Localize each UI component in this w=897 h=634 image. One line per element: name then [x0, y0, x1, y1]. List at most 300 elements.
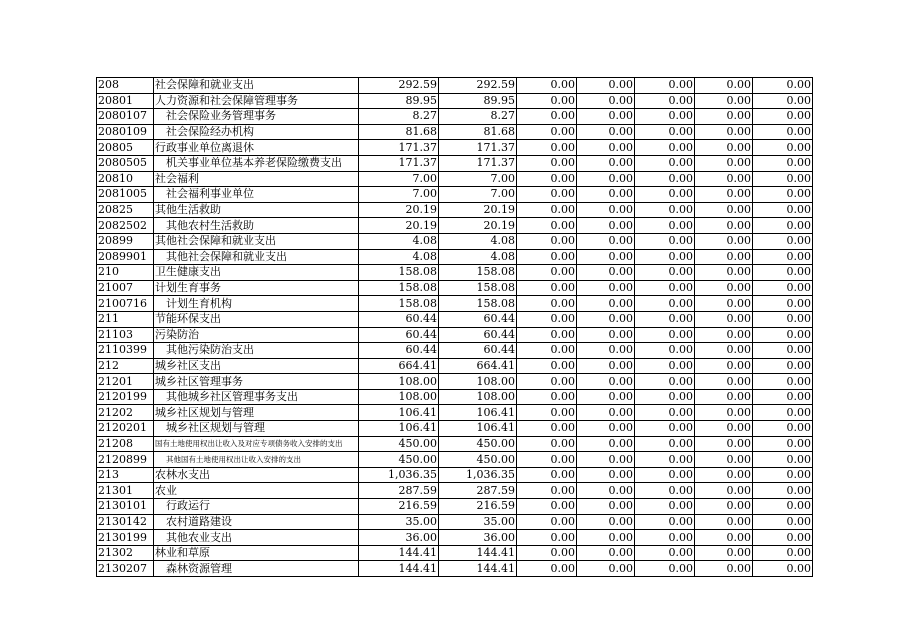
cell-name[interactable] — [154, 499, 359, 515]
cell-value-3[interactable]: 0.00 — [517, 93, 577, 109]
cell-value-1[interactable]: 144.41 — [359, 561, 439, 577]
cell-value-6[interactable]: 0.00 — [695, 93, 753, 109]
cell-value-1[interactable]: 216.59 — [359, 499, 439, 515]
cell-value-2[interactable]: 292.59 — [439, 78, 517, 94]
cell-name[interactable] — [154, 483, 359, 499]
cell-name-text: 污染防治 — [155, 327, 199, 341]
cell-value-7[interactable]: 0.00 — [753, 405, 813, 421]
cell-value-6[interactable]: 0.00 — [695, 343, 753, 359]
cell-name[interactable] — [154, 530, 359, 546]
cell-value-7[interactable]: 0.00 — [753, 187, 813, 203]
cell-value-6[interactable]: 0.00 — [695, 483, 753, 499]
cell-value-2[interactable]: 60.44 — [439, 311, 517, 327]
cell-value-3[interactable]: 0.00 — [517, 171, 577, 187]
cell-value-5[interactable]: 0.00 — [635, 374, 695, 390]
cell-code[interactable]: 212 — [97, 358, 154, 374]
cell-code[interactable]: 21208 — [97, 436, 154, 452]
cell-value-1[interactable]: 60.44 — [359, 343, 439, 359]
cell-code[interactable]: 21103 — [97, 327, 154, 343]
cell-name[interactable] — [154, 327, 359, 343]
cell-value-3[interactable]: 0.00 — [517, 499, 577, 515]
cell-value-3[interactable]: 0.00 — [517, 561, 577, 577]
cell-value-6[interactable]: 0.00 — [695, 358, 753, 374]
cell-value-6[interactable]: 0.00 — [695, 249, 753, 265]
cell-value-6[interactable]: 0.00 — [695, 78, 753, 94]
cell-value-5[interactable]: 0.00 — [635, 452, 695, 468]
cell-value-7[interactable]: 0.00 — [753, 421, 813, 437]
cell-value-2[interactable]: 158.08 — [439, 265, 517, 281]
cell-value-1[interactable]: 108.00 — [359, 374, 439, 390]
cell-value-3[interactable]: 0.00 — [517, 483, 577, 499]
cell-value-7[interactable]: 0.00 — [753, 499, 813, 515]
cell-value-5[interactable]: 0.00 — [635, 109, 695, 125]
cell-value-1[interactable]: 60.44 — [359, 327, 439, 343]
cell-value-5[interactable]: 0.00 — [635, 249, 695, 265]
cell-value-4[interactable]: 0.00 — [577, 374, 635, 390]
cell-value-6[interactable]: 0.00 — [695, 499, 753, 515]
cell-value-6[interactable]: 0.00 — [695, 171, 753, 187]
cell-name[interactable] — [154, 421, 359, 437]
cell-value-2[interactable]: 81.68 — [439, 124, 517, 140]
cell-name[interactable] — [154, 171, 359, 187]
cell-value-6[interactable]: 0.00 — [695, 265, 753, 281]
cell-value-7[interactable]: 0.00 — [753, 280, 813, 296]
cell-value-1[interactable]: 89.95 — [359, 93, 439, 109]
cell-value-3[interactable]: 0.00 — [517, 109, 577, 125]
cell-value-5[interactable]: 0.00 — [635, 343, 695, 359]
cell-name[interactable] — [154, 467, 359, 483]
cell-value-7[interactable]: 0.00 — [753, 343, 813, 359]
cell-value-2[interactable]: 144.41 — [439, 545, 517, 561]
cell-value-3[interactable]: 0.00 — [517, 280, 577, 296]
cell-value-5[interactable]: 0.00 — [635, 561, 695, 577]
cell-code[interactable]: 20899 — [97, 233, 154, 249]
cell-value-3[interactable]: 0.00 — [517, 327, 577, 343]
cell-value-5[interactable]: 0.00 — [635, 499, 695, 515]
cell-name[interactable] — [154, 545, 359, 561]
cell-name[interactable] — [154, 452, 359, 468]
cell-value-1[interactable]: 106.41 — [359, 405, 439, 421]
cell-value-3[interactable]: 0.00 — [517, 467, 577, 483]
cell-value-2[interactable]: 106.41 — [439, 405, 517, 421]
cell-name[interactable] — [154, 249, 359, 265]
cell-name[interactable] — [154, 296, 359, 312]
cell-value-2[interactable]: 287.59 — [439, 483, 517, 499]
cell-value-4[interactable]: 0.00 — [577, 187, 635, 203]
cell-value-5[interactable]: 0.00 — [635, 140, 695, 156]
cell-code[interactable]: 213 — [97, 467, 154, 483]
cell-value-4[interactable]: 0.00 — [577, 265, 635, 281]
cell-value-6[interactable]: 0.00 — [695, 389, 753, 405]
cell-value-6[interactable]: 0.00 — [695, 405, 753, 421]
cell-value-4[interactable]: 0.00 — [577, 545, 635, 561]
cell-value-4[interactable]: 0.00 — [577, 421, 635, 437]
cell-value-4[interactable]: 0.00 — [577, 530, 635, 546]
cell-name[interactable] — [154, 140, 359, 156]
cell-name[interactable] — [154, 358, 359, 374]
cell-value-2[interactable]: 450.00 — [439, 452, 517, 468]
cell-value-6[interactable]: 0.00 — [695, 374, 753, 390]
cell-value-4[interactable]: 0.00 — [577, 249, 635, 265]
cell-value-4[interactable]: 0.00 — [577, 296, 635, 312]
cell-value-2[interactable]: 450.00 — [439, 436, 517, 452]
cell-code[interactable]: 2130101 — [97, 499, 154, 515]
cell-value-4[interactable]: 0.00 — [577, 343, 635, 359]
cell-value-7[interactable]: 0.00 — [753, 233, 813, 249]
cell-name[interactable] — [154, 374, 359, 390]
cell-value-6[interactable]: 0.00 — [695, 436, 753, 452]
cell-name[interactable] — [154, 218, 359, 234]
cell-value-6[interactable]: 0.00 — [695, 545, 753, 561]
cell-value-7[interactable]: 0.00 — [753, 218, 813, 234]
cell-value-4[interactable]: 0.00 — [577, 78, 635, 94]
cell-value-3[interactable]: 0.00 — [517, 374, 577, 390]
cell-value-6[interactable]: 0.00 — [695, 109, 753, 125]
cell-value-5[interactable]: 0.00 — [635, 124, 695, 140]
cell-value-1[interactable]: 7.00 — [359, 187, 439, 203]
cell-value-6[interactable]: 0.00 — [695, 140, 753, 156]
cell-value-7[interactable]: 0.00 — [753, 327, 813, 343]
cell-code[interactable]: 21302 — [97, 545, 154, 561]
cell-value-3[interactable]: 0.00 — [517, 405, 577, 421]
cell-value-7[interactable]: 0.00 — [753, 155, 813, 171]
cell-code[interactable]: 208 — [97, 78, 154, 94]
cell-value-5[interactable]: 0.00 — [635, 311, 695, 327]
cell-code[interactable]: 20801 — [97, 93, 154, 109]
cell-value-4[interactable]: 0.00 — [577, 280, 635, 296]
cell-value-2[interactable]: 144.41 — [439, 561, 517, 577]
cell-value-4[interactable]: 0.00 — [577, 389, 635, 405]
cell-value-4[interactable]: 0.00 — [577, 499, 635, 515]
cell-value-6[interactable]: 0.00 — [695, 202, 753, 218]
cell-name[interactable] — [154, 187, 359, 203]
cell-name[interactable] — [154, 202, 359, 218]
cell-value-5[interactable]: 0.00 — [635, 280, 695, 296]
cell-value-1[interactable]: 106.41 — [359, 421, 439, 437]
cell-name[interactable] — [154, 78, 359, 94]
cell-value-3[interactable]: 0.00 — [517, 452, 577, 468]
cell-value-4[interactable]: 0.00 — [577, 327, 635, 343]
cell-name[interactable] — [154, 514, 359, 530]
cell-value-7[interactable]: 0.00 — [753, 545, 813, 561]
cell-value-1[interactable]: 1,036.35 — [359, 467, 439, 483]
cell-value-3[interactable]: 0.00 — [517, 545, 577, 561]
cell-value-4[interactable]: 0.00 — [577, 171, 635, 187]
cell-value-6[interactable]: 0.00 — [695, 296, 753, 312]
cell-value-5[interactable]: 0.00 — [635, 421, 695, 437]
cell-value-3[interactable]: 0.00 — [517, 530, 577, 546]
cell-code[interactable]: 2080107 — [97, 109, 154, 125]
cell-value-5[interactable]: 0.00 — [635, 436, 695, 452]
cell-value-7[interactable]: 0.00 — [753, 93, 813, 109]
cell-name-text: 节能环保支出 — [155, 312, 221, 326]
cell-code[interactable]: 21201 — [97, 374, 154, 390]
cell-value-2[interactable]: 4.08 — [439, 249, 517, 265]
cell-value-4[interactable]: 0.00 — [577, 124, 635, 140]
cell-value-1[interactable]: 171.37 — [359, 155, 439, 171]
cell-value-1[interactable]: 171.37 — [359, 140, 439, 156]
cell-code[interactable]: 2130207 — [97, 561, 154, 577]
cell-name[interactable] — [154, 93, 359, 109]
cell-name[interactable] — [154, 109, 359, 125]
cell-value-2[interactable]: 20.19 — [439, 202, 517, 218]
table-row — [97, 327, 813, 343]
table-row — [97, 421, 813, 437]
cell-value-4[interactable]: 0.00 — [577, 311, 635, 327]
cell-value-6[interactable]: 0.00 — [695, 155, 753, 171]
cell-name-text: 卫生健康支出 — [155, 265, 221, 279]
cell-value-3[interactable]: 0.00 — [517, 436, 577, 452]
cell-value-1[interactable]: 20.19 — [359, 202, 439, 218]
cell-value-5[interactable]: 0.00 — [635, 389, 695, 405]
cell-value-4[interactable]: 0.00 — [577, 405, 635, 421]
cell-value-7[interactable]: 0.00 — [753, 467, 813, 483]
cell-value-6[interactable]: 0.00 — [695, 530, 753, 546]
cell-code[interactable]: 2100716 — [97, 296, 154, 312]
cell-value-2[interactable]: 1,036.35 — [439, 467, 517, 483]
cell-value-6[interactable]: 0.00 — [695, 280, 753, 296]
cell-value-3[interactable]: 0.00 — [517, 218, 577, 234]
cell-value-7[interactable]: 0.00 — [753, 561, 813, 577]
table-row — [97, 514, 813, 530]
cell-value-1[interactable]: 287.59 — [359, 483, 439, 499]
cell-value-5[interactable]: 0.00 — [635, 327, 695, 343]
cell-value-1[interactable]: 158.08 — [359, 280, 439, 296]
cell-name-text: 其他生活救助 — [155, 203, 221, 217]
cell-value-7[interactable]: 0.00 — [753, 78, 813, 94]
cell-code[interactable]: 2082502 — [97, 218, 154, 234]
cell-value-2[interactable]: 60.44 — [439, 343, 517, 359]
cell-code[interactable]: 2130142 — [97, 514, 154, 530]
cell-value-4[interactable]: 0.00 — [577, 140, 635, 156]
cell-code[interactable]: 21007 — [97, 280, 154, 296]
cell-value-4[interactable]: 0.00 — [577, 202, 635, 218]
cell-value-7[interactable]: 0.00 — [753, 109, 813, 125]
cell-value-4[interactable]: 0.00 — [577, 561, 635, 577]
cell-name[interactable] — [154, 343, 359, 359]
cell-value-1[interactable]: 450.00 — [359, 436, 439, 452]
cell-value-6[interactable]: 0.00 — [695, 327, 753, 343]
cell-code[interactable]: 20825 — [97, 202, 154, 218]
cell-value-3[interactable]: 0.00 — [517, 358, 577, 374]
cell-value-7[interactable]: 0.00 — [753, 483, 813, 499]
cell-value-1[interactable]: 20.19 — [359, 218, 439, 234]
cell-value-1[interactable]: 36.00 — [359, 530, 439, 546]
cell-value-5[interactable]: 0.00 — [635, 202, 695, 218]
cell-value-6[interactable]: 0.00 — [695, 311, 753, 327]
cell-name[interactable] — [154, 311, 359, 327]
cell-value-7[interactable]: 0.00 — [753, 140, 813, 156]
cell-value-2[interactable]: 108.00 — [439, 374, 517, 390]
cell-value-2[interactable]: 158.08 — [439, 280, 517, 296]
cell-value-3[interactable]: 0.00 — [517, 124, 577, 140]
cell-value-7[interactable]: 0.00 — [753, 124, 813, 140]
cell-code[interactable]: 2120199 — [97, 389, 154, 405]
cell-name[interactable] — [154, 233, 359, 249]
cell-value-4[interactable]: 0.00 — [577, 358, 635, 374]
table-row — [97, 499, 813, 515]
cell-value-3[interactable]: 0.00 — [517, 389, 577, 405]
cell-value-1[interactable]: 35.00 — [359, 514, 439, 530]
cell-name[interactable] — [154, 389, 359, 405]
cell-value-3[interactable]: 0.00 — [517, 140, 577, 156]
cell-value-1[interactable]: 158.08 — [359, 296, 439, 312]
cell-value-5[interactable]: 0.00 — [635, 78, 695, 94]
cell-value-1[interactable]: 8.27 — [359, 109, 439, 125]
cell-value-5[interactable]: 0.00 — [635, 187, 695, 203]
cell-value-7[interactable]: 0.00 — [753, 171, 813, 187]
cell-value-4[interactable]: 0.00 — [577, 93, 635, 109]
cell-value-6[interactable]: 0.00 — [695, 561, 753, 577]
cell-value-1[interactable]: 4.08 — [359, 249, 439, 265]
cell-value-4[interactable]: 0.00 — [577, 436, 635, 452]
cell-name-text: 其他城乡社区管理事务支出 — [166, 390, 298, 404]
cell-value-7[interactable]: 0.00 — [753, 389, 813, 405]
cell-code[interactable]: 20810 — [97, 171, 154, 187]
cell-name-text: 人力资源和社会保障管理事务 — [155, 93, 298, 107]
cell-value-5[interactable]: 0.00 — [635, 265, 695, 281]
cell-value-2[interactable]: 36.00 — [439, 530, 517, 546]
cell-code[interactable]: 21301 — [97, 483, 154, 499]
cell-value-1[interactable]: 81.68 — [359, 124, 439, 140]
cell-value-4[interactable]: 0.00 — [577, 467, 635, 483]
cell-name[interactable] — [154, 265, 359, 281]
cell-code[interactable]: 20805 — [97, 140, 154, 156]
cell-value-6[interactable]: 0.00 — [695, 187, 753, 203]
cell-value-3[interactable]: 0.00 — [517, 265, 577, 281]
cell-value-2[interactable]: 89.95 — [439, 93, 517, 109]
cell-value-2[interactable]: 216.59 — [439, 499, 517, 515]
cell-value-7[interactable]: 0.00 — [753, 249, 813, 265]
cell-code[interactable]: 2089901 — [97, 249, 154, 265]
cell-value-3[interactable]: 0.00 — [517, 78, 577, 94]
cell-value-7[interactable]: 0.00 — [753, 374, 813, 390]
cell-code[interactable]: 2120899 — [97, 452, 154, 468]
cell-value-2[interactable]: 171.37 — [439, 155, 517, 171]
cell-value-2[interactable]: 108.00 — [439, 389, 517, 405]
cell-value-1[interactable]: 60.44 — [359, 311, 439, 327]
cell-code[interactable]: 210 — [97, 265, 154, 281]
cell-value-5[interactable]: 0.00 — [635, 483, 695, 499]
cell-code[interactable]: 211 — [97, 311, 154, 327]
cell-value-5[interactable]: 0.00 — [635, 405, 695, 421]
cell-value-5[interactable]: 0.00 — [635, 233, 695, 249]
cell-value-7[interactable]: 0.00 — [753, 265, 813, 281]
cell-value-5[interactable]: 0.00 — [635, 545, 695, 561]
cell-value-4[interactable]: 0.00 — [577, 483, 635, 499]
cell-value-7[interactable]: 0.00 — [753, 452, 813, 468]
cell-value-3[interactable]: 0.00 — [517, 296, 577, 312]
cell-value-3[interactable]: 0.00 — [517, 155, 577, 171]
cell-value-4[interactable]: 0.00 — [577, 452, 635, 468]
cell-code[interactable]: 2130199 — [97, 530, 154, 546]
cell-value-4[interactable]: 0.00 — [577, 109, 635, 125]
cell-name-text: 城乡社区支出 — [155, 358, 221, 372]
cell-name[interactable] — [154, 561, 359, 577]
cell-value-2[interactable]: 158.08 — [439, 296, 517, 312]
cell-value-6[interactable]: 0.00 — [695, 218, 753, 234]
cell-name-text: 农村道路建设 — [166, 514, 232, 528]
cell-value-4[interactable]: 0.00 — [577, 514, 635, 530]
cell-code[interactable]: 2081005 — [97, 187, 154, 203]
cell-value-2[interactable]: 7.00 — [439, 187, 517, 203]
cell-value-4[interactable]: 0.00 — [577, 155, 635, 171]
cell-value-1[interactable]: 4.08 — [359, 233, 439, 249]
cell-code[interactable]: 2120201 — [97, 421, 154, 437]
cell-value-6[interactable]: 0.00 — [695, 421, 753, 437]
cell-value-7[interactable]: 0.00 — [753, 311, 813, 327]
cell-value-1[interactable]: 450.00 — [359, 452, 439, 468]
cell-name[interactable] — [154, 124, 359, 140]
cell-value-6[interactable]: 0.00 — [695, 467, 753, 483]
cell-value-2[interactable]: 171.37 — [439, 140, 517, 156]
cell-value-1[interactable]: 158.08 — [359, 265, 439, 281]
cell-value-6[interactable]: 0.00 — [695, 514, 753, 530]
cell-value-3[interactable]: 0.00 — [517, 187, 577, 203]
cell-value-5[interactable]: 0.00 — [635, 218, 695, 234]
cell-value-2[interactable]: 4.08 — [439, 233, 517, 249]
cell-name[interactable] — [154, 405, 359, 421]
cell-value-5[interactable]: 0.00 — [635, 296, 695, 312]
cell-value-3[interactable]: 0.00 — [517, 421, 577, 437]
cell-value-1[interactable]: 108.00 — [359, 389, 439, 405]
cell-value-1[interactable]: 7.00 — [359, 171, 439, 187]
cell-value-2[interactable]: 7.00 — [439, 171, 517, 187]
cell-value-4[interactable]: 0.00 — [577, 233, 635, 249]
cell-value-5[interactable]: 0.00 — [635, 155, 695, 171]
cell-name[interactable] — [154, 280, 359, 296]
cell-name[interactable] — [154, 155, 359, 171]
cell-value-5[interactable]: 0.00 — [635, 467, 695, 483]
cell-value-5[interactable]: 0.00 — [635, 530, 695, 546]
cell-value-2[interactable]: 35.00 — [439, 514, 517, 530]
cell-value-7[interactable]: 0.00 — [753, 514, 813, 530]
cell-value-2[interactable]: 60.44 — [439, 327, 517, 343]
cell-name[interactable] — [154, 436, 359, 452]
cell-value-5[interactable]: 0.00 — [635, 93, 695, 109]
cell-value-1[interactable]: 292.59 — [359, 78, 439, 94]
cell-value-3[interactable]: 0.00 — [517, 343, 577, 359]
cell-value-5[interactable]: 0.00 — [635, 514, 695, 530]
cell-value-2[interactable]: 20.19 — [439, 218, 517, 234]
cell-value-4[interactable]: 0.00 — [577, 218, 635, 234]
cell-value-1[interactable]: 144.41 — [359, 545, 439, 561]
cell-value-3[interactable]: 0.00 — [517, 202, 577, 218]
cell-value-5[interactable]: 0.00 — [635, 358, 695, 374]
cell-value-2[interactable]: 8.27 — [439, 109, 517, 125]
cell-value-2[interactable]: 106.41 — [439, 421, 517, 437]
cell-value-3[interactable]: 0.00 — [517, 514, 577, 530]
cell-code[interactable]: 21202 — [97, 405, 154, 421]
cell-value-3[interactable]: 0.00 — [517, 311, 577, 327]
cell-code[interactable]: 2080109 — [97, 124, 154, 140]
cell-value-6[interactable]: 0.00 — [695, 233, 753, 249]
cell-value-7[interactable]: 0.00 — [753, 530, 813, 546]
cell-value-3[interactable]: 0.00 — [517, 233, 577, 249]
cell-code[interactable]: 2110399 — [97, 343, 154, 359]
cell-value-7[interactable]: 0.00 — [753, 436, 813, 452]
cell-value-7[interactable]: 0.00 — [753, 358, 813, 374]
cell-value-1[interactable]: 664.41 — [359, 358, 439, 374]
cell-value-5[interactable]: 0.00 — [635, 171, 695, 187]
cell-value-2[interactable]: 664.41 — [439, 358, 517, 374]
cell-code[interactable]: 2080505 — [97, 155, 154, 171]
cell-value-7[interactable]: 0.00 — [753, 202, 813, 218]
cell-value-7[interactable]: 0.00 — [753, 296, 813, 312]
cell-value-6[interactable]: 0.00 — [695, 124, 753, 140]
cell-value-3[interactable]: 0.00 — [517, 249, 577, 265]
cell-value-6[interactable]: 0.00 — [695, 452, 753, 468]
